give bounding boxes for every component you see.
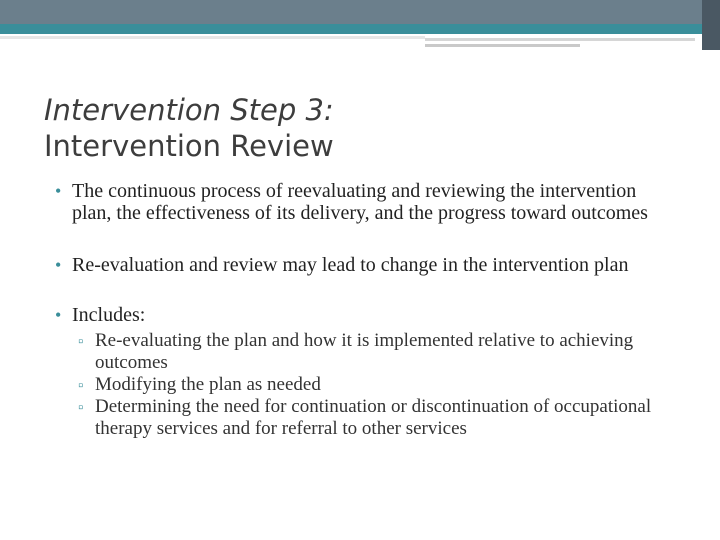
accent-line [425,38,695,41]
slide-title [44,92,684,164]
bullet-dot-icon: • [55,305,62,325]
top-header-corner-block [702,0,720,50]
slide-title-line-2: Intervention Review [44,129,334,163]
square-bullet-icon: ▫ [78,400,84,416]
bullet-text: Includes: [72,304,146,326]
slide-title-line-1: Intervention Step 3: [44,93,334,127]
accent-line [0,36,425,39]
bullet-text: The continuous process of reevaluating and reviewing the intervention plan, the effectiveness of its delivery, and the progress toward outcomes [72,180,648,224]
sub-bullet-item [78,374,675,396]
top-header-band [0,0,720,24]
bullet-item [55,180,675,224]
sub-bullet-list [78,330,675,440]
sub-bullet-item [78,330,675,374]
square-bullet-icon: ▫ [78,334,84,350]
sub-bullet-text: Re-evaluating the plan and how it is implemented relative to achieving outcomes [95,330,634,373]
bullet-item [55,304,675,326]
accent-line [425,44,580,47]
bullet-text: Re-evaluation and review may lead to change in the intervention plan [72,254,629,276]
bullet-dot-icon: • [55,181,62,201]
sub-bullet-text: Determining the need for continuation or discontinuation of occupational therapy services and for referral to other services [95,396,652,439]
slide-body [55,180,675,440]
bullet-item [55,254,675,276]
teal-accent-bar [0,24,702,34]
sub-bullet-text: Modifying the plan as needed [95,374,321,395]
bullet-dot-icon: • [55,255,62,275]
square-bullet-icon: ▫ [78,378,84,394]
sub-bullet-item [78,396,675,440]
